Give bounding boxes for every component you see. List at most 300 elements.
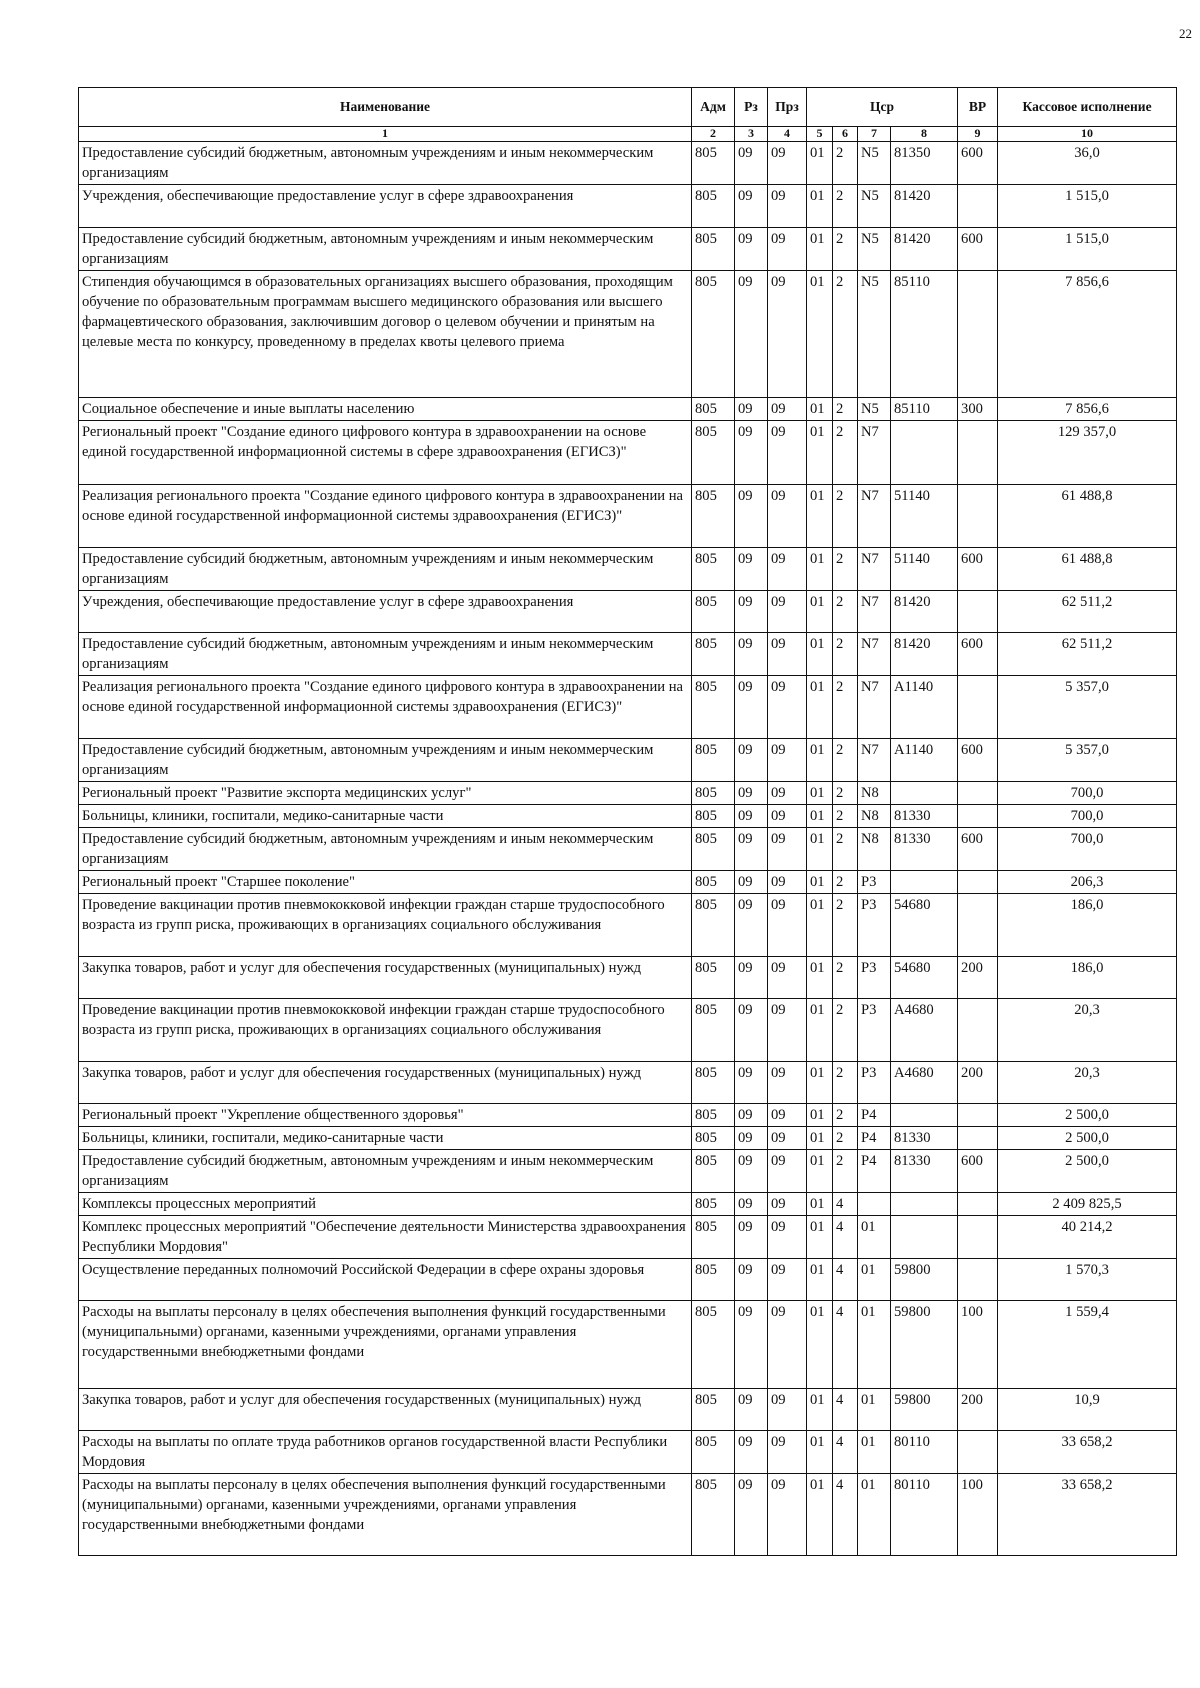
cell-name: Проведение вакцинации против пневмококковой инфекции граждан старше трудоспособного возраста из групп риска, проживающих в организациях социального обслуживания [79,894,692,957]
cell-csr-2: 2 [833,591,858,633]
cell-prz: 09 [768,548,807,591]
cell-vr: 600 [958,828,998,871]
cell-vr [958,1216,998,1259]
cell-adm: 805 [692,271,735,398]
cell-adm: 805 [692,894,735,957]
cell-name: Реализация регионального проекта "Создание единого цифрового контура в здравоохранении на основе единой государственной информационной системы здравоохранения (ЕГИСЗ)" [79,676,692,739]
cell-csr-2: 2 [833,805,858,828]
cell-csr-4: 80110 [891,1431,958,1474]
column-number: 9 [958,127,998,142]
cell-rz: 09 [735,894,768,957]
cell-rz: 09 [735,548,768,591]
cell-csr-2: 4 [833,1431,858,1474]
table-row [79,485,1177,548]
cell-prz: 09 [768,999,807,1062]
cell-amount: 33 658,2 [998,1431,1177,1474]
table-row [79,1127,1177,1150]
cell-amount: 61 488,8 [998,485,1177,548]
cell-name: Предоставление субсидий бюджетным, автономным учреждениям и иным некоммерческим организациям [79,1150,692,1193]
table-body [79,142,1177,1556]
cell-amount: 1 570,3 [998,1259,1177,1301]
table-row [79,1431,1177,1474]
cell-vr [958,1193,998,1216]
cell-rz: 09 [735,1062,768,1104]
cell-amount: 2 409 825,5 [998,1193,1177,1216]
cell-csr-2: 2 [833,633,858,676]
cell-csr-4: 54680 [891,894,958,957]
cell-name: Закупка товаров, работ и услуг для обеспечения государственных (муниципальных) нужд [79,957,692,999]
cell-csr-3: N7 [858,739,891,782]
cell-amount: 61 488,8 [998,548,1177,591]
cell-csr-4: 85110 [891,271,958,398]
cell-rz: 09 [735,805,768,828]
cell-csr-1: 01 [807,271,833,398]
cell-csr-4: 81420 [891,185,958,228]
cell-csr-2: 2 [833,739,858,782]
cell-rz: 09 [735,739,768,782]
cell-csr-1: 01 [807,1431,833,1474]
cell-adm: 805 [692,142,735,185]
cell-adm: 805 [692,1216,735,1259]
cell-csr-4 [891,871,958,894]
cell-rz: 09 [735,1127,768,1150]
cell-prz: 09 [768,1216,807,1259]
cell-csr-3: N5 [858,271,891,398]
column-number: 10 [998,127,1177,142]
cell-adm: 805 [692,548,735,591]
cell-csr-1: 01 [807,142,833,185]
cell-csr-2: 4 [833,1474,858,1556]
table-row [79,1474,1177,1556]
cell-csr-1: 01 [807,1216,833,1259]
cell-amount: 33 658,2 [998,1474,1177,1556]
cell-csr-3: P3 [858,999,891,1062]
cell-csr-2: 2 [833,485,858,548]
cell-csr-1: 01 [807,871,833,894]
cell-prz: 09 [768,1150,807,1193]
cell-csr-3: 01 [858,1301,891,1389]
table-row [79,271,1177,398]
cell-csr-4: A1140 [891,739,958,782]
cell-csr-1: 01 [807,782,833,805]
cell-csr-4: 81350 [891,142,958,185]
cell-amount: 1 515,0 [998,228,1177,271]
cell-rz: 09 [735,271,768,398]
cell-adm: 805 [692,633,735,676]
cell-amount: 700,0 [998,805,1177,828]
cell-csr-4 [891,782,958,805]
cell-amount: 1 559,4 [998,1301,1177,1389]
cell-csr-3: N7 [858,485,891,548]
cell-rz: 09 [735,782,768,805]
cell-rz: 09 [735,1104,768,1127]
cell-adm: 805 [692,739,735,782]
cell-amount: 20,3 [998,999,1177,1062]
cell-csr-4: 80110 [891,1474,958,1556]
cell-csr-1: 01 [807,957,833,999]
cell-csr-4: 81420 [891,633,958,676]
table-row [79,185,1177,228]
cell-csr-2: 2 [833,782,858,805]
header-csr: Цср [807,88,958,127]
cell-vr: 600 [958,228,998,271]
cell-csr-4: A1140 [891,676,958,739]
cell-vr: 600 [958,633,998,676]
cell-rz: 09 [735,1301,768,1389]
cell-adm: 805 [692,1062,735,1104]
cell-csr-2: 2 [833,676,858,739]
cell-prz: 09 [768,1259,807,1301]
cell-vr [958,185,998,228]
cell-csr-4: 81330 [891,1150,958,1193]
cell-csr-1: 01 [807,398,833,421]
cell-vr [958,591,998,633]
cell-csr-3: 01 [858,1474,891,1556]
cell-csr-3: P4 [858,1127,891,1150]
cell-csr-2: 4 [833,1193,858,1216]
cell-csr-1: 01 [807,805,833,828]
table-row [79,548,1177,591]
cell-rz: 09 [735,398,768,421]
cell-name: Предоставление субсидий бюджетным, автономным учреждениям и иным некоммерческим организациям [79,548,692,591]
cell-rz: 09 [735,828,768,871]
cell-adm: 805 [692,591,735,633]
cell-csr-2: 2 [833,957,858,999]
cell-csr-2: 2 [833,1150,858,1193]
table-row [79,1193,1177,1216]
cell-vr [958,421,998,485]
cell-prz: 09 [768,782,807,805]
cell-name: Региональный проект "Старшее поколение" [79,871,692,894]
cell-rz: 09 [735,421,768,485]
cell-rz: 09 [735,485,768,548]
cell-prz: 09 [768,398,807,421]
cell-csr-3: P3 [858,871,891,894]
cell-amount: 10,9 [998,1389,1177,1431]
column-number: 8 [891,127,958,142]
cell-amount: 62 511,2 [998,633,1177,676]
cell-vr [958,485,998,548]
cell-vr [958,782,998,805]
cell-rz: 09 [735,999,768,1062]
table-row [79,676,1177,739]
cell-csr-4: 59800 [891,1259,958,1301]
cell-adm: 805 [692,421,735,485]
cell-amount: 186,0 [998,957,1177,999]
cell-csr-4: 81330 [891,1127,958,1150]
cell-prz: 09 [768,894,807,957]
table-row [79,398,1177,421]
cell-adm: 805 [692,957,735,999]
cell-csr-3: 01 [858,1216,891,1259]
cell-vr [958,676,998,739]
cell-csr-1: 01 [807,1127,833,1150]
cell-csr-3: N5 [858,185,891,228]
cell-csr-3: P4 [858,1104,891,1127]
column-number: 3 [735,127,768,142]
cell-csr-3: P3 [858,894,891,957]
cell-csr-4 [891,1216,958,1259]
cell-csr-3: N7 [858,548,891,591]
cell-name: Социальное обеспечение и иные выплаты населению [79,398,692,421]
cell-name: Расходы на выплаты персоналу в целях обеспечения выполнения функций государственными (муниципальными) органами, казенными учреждениями, органами управления государственными внебюджетными фондами [79,1301,692,1389]
cell-csr-1: 01 [807,548,833,591]
cell-prz: 09 [768,185,807,228]
cell-amount: 20,3 [998,1062,1177,1104]
cell-csr-3: N7 [858,421,891,485]
cell-csr-2: 2 [833,1127,858,1150]
cell-csr-4: 59800 [891,1301,958,1389]
cell-rz: 09 [735,1150,768,1193]
cell-csr-3: 01 [858,1259,891,1301]
cell-adm: 805 [692,676,735,739]
cell-csr-1: 01 [807,1193,833,1216]
cell-vr: 200 [958,1062,998,1104]
cell-amount: 129 357,0 [998,421,1177,485]
cell-vr [958,1104,998,1127]
table-row [79,633,1177,676]
cell-vr [958,805,998,828]
cell-csr-4: 59800 [891,1389,958,1431]
cell-csr-2: 2 [833,228,858,271]
cell-adm: 805 [692,1259,735,1301]
cell-csr-3: N7 [858,633,891,676]
cell-csr-4: A4680 [891,999,958,1062]
cell-vr: 600 [958,548,998,591]
cell-prz: 09 [768,805,807,828]
cell-name: Региональный проект "Укрепление общественного здоровья" [79,1104,692,1127]
cell-adm: 805 [692,228,735,271]
table-row [79,1062,1177,1104]
cell-adm: 805 [692,1150,735,1193]
cell-prz: 09 [768,871,807,894]
cell-csr-1: 01 [807,894,833,957]
table-row [79,591,1177,633]
cell-csr-1: 01 [807,676,833,739]
cell-name: Учреждения, обеспечивающие предоставление услуг в сфере здравоохранения [79,185,692,228]
cell-amount: 2 500,0 [998,1104,1177,1127]
column-number: 1 [79,127,692,142]
cell-csr-4: 81420 [891,228,958,271]
cell-csr-3: N5 [858,398,891,421]
cell-csr-1: 01 [807,739,833,782]
header-name: Наименование [79,88,692,127]
cell-csr-4: 51140 [891,548,958,591]
cell-prz: 09 [768,1104,807,1127]
cell-vr [958,871,998,894]
cell-csr-4: 85110 [891,398,958,421]
table-row [79,894,1177,957]
cell-csr-2: 2 [833,894,858,957]
cell-prz: 09 [768,739,807,782]
cell-adm: 805 [692,828,735,871]
cell-rz: 09 [735,676,768,739]
cell-csr-4 [891,421,958,485]
cell-name: Предоставление субсидий бюджетным, автономным учреждениям и иным некоммерческим организациям [79,739,692,782]
cell-csr-1: 01 [807,485,833,548]
cell-prz: 09 [768,957,807,999]
cell-name: Стипендия обучающимся в образовательных организациях высшего образования, проходящим обучение по образовательным программам высшего медицинского образования или высшего фармацевтического образования, заключившим договор о целевом обучении и принятым на целевые места по конкурсу, проведенному в пределах квоты целевого приема [79,271,692,398]
cell-csr-3: N8 [858,782,891,805]
cell-csr-4: 51140 [891,485,958,548]
cell-vr [958,271,998,398]
cell-name: Региональный проект "Развитие экспорта медицинских услуг" [79,782,692,805]
cell-name: Предоставление субсидий бюджетным, автономным учреждениям и иным некоммерческим организациям [79,142,692,185]
cell-amount: 62 511,2 [998,591,1177,633]
cell-csr-2: 2 [833,271,858,398]
cell-name: Предоставление субсидий бюджетным, автономным учреждениям и иным некоммерческим организациям [79,828,692,871]
cell-rz: 09 [735,1474,768,1556]
cell-rz: 09 [735,957,768,999]
cell-prz: 09 [768,1193,807,1216]
cell-csr-2: 4 [833,1301,858,1389]
cell-csr-2: 2 [833,142,858,185]
cell-vr: 200 [958,957,998,999]
cell-csr-3: N7 [858,591,891,633]
cell-csr-3 [858,1193,891,1216]
column-number: 6 [833,127,858,142]
cell-rz: 09 [735,142,768,185]
cell-adm: 805 [692,999,735,1062]
cell-name: Расходы на выплаты персоналу в целях обеспечения выполнения функций государственными (муниципальными) органами, казенными учреждениями, органами управления государственными внебюджетными фондами [79,1474,692,1556]
cell-csr-1: 01 [807,1474,833,1556]
cell-adm: 805 [692,1389,735,1431]
cell-prz: 09 [768,1431,807,1474]
table-row [79,805,1177,828]
cell-vr [958,1259,998,1301]
cell-amount: 700,0 [998,828,1177,871]
cell-csr-1: 01 [807,1104,833,1127]
header-row [79,88,1177,127]
cell-vr [958,999,998,1062]
cell-csr-2: 2 [833,421,858,485]
cell-rz: 09 [735,633,768,676]
cell-name: Комплексы процессных мероприятий [79,1193,692,1216]
cell-rz: 09 [735,1431,768,1474]
cell-name: Предоставление субсидий бюджетным, автономным учреждениям и иным некоммерческим организациям [79,228,692,271]
cell-amount: 7 856,6 [998,398,1177,421]
cell-csr-3: P3 [858,957,891,999]
cell-prz: 09 [768,1301,807,1389]
cell-csr-3: N7 [858,676,891,739]
cell-csr-3: 01 [858,1431,891,1474]
cell-amount: 186,0 [998,894,1177,957]
cell-prz: 09 [768,142,807,185]
cell-adm: 805 [692,871,735,894]
cell-rz: 09 [735,1193,768,1216]
cell-adm: 805 [692,485,735,548]
cell-csr-2: 2 [833,1062,858,1104]
cell-adm: 805 [692,1301,735,1389]
cell-name: Реализация регионального проекта "Создание единого цифрового контура в здравоохранении на основе единой государственной информационной системы здравоохранения (ЕГИСЗ)" [79,485,692,548]
cell-adm: 805 [692,1104,735,1127]
cell-csr-4: 81330 [891,805,958,828]
cell-csr-2: 2 [833,185,858,228]
cell-csr-1: 01 [807,1062,833,1104]
cell-csr-1: 01 [807,999,833,1062]
cell-prz: 09 [768,591,807,633]
cell-vr: 200 [958,1389,998,1431]
cell-amount: 7 856,6 [998,271,1177,398]
cell-name: Предоставление субсидий бюджетным, автономным учреждениям и иным некоммерческим организациям [79,633,692,676]
cell-vr: 600 [958,142,998,185]
table-row [79,957,1177,999]
cell-name: Осуществление переданных полномочий Российской Федерации в сфере охраны здоровья [79,1259,692,1301]
cell-prz: 09 [768,1062,807,1104]
cell-rz: 09 [735,185,768,228]
cell-adm: 805 [692,398,735,421]
table-row [79,739,1177,782]
cell-name: Закупка товаров, работ и услуг для обеспечения государственных (муниципальных) нужд [79,1389,692,1431]
cell-vr [958,1127,998,1150]
cell-amount: 206,3 [998,871,1177,894]
cell-name: Больницы, клиники, госпитали, медико-санитарные части [79,805,692,828]
cell-csr-4: 81420 [891,591,958,633]
page-number: 22 [1179,26,1192,41]
table-row [79,1389,1177,1431]
cell-amount: 700,0 [998,782,1177,805]
cell-name: Расходы на выплаты по оплате труда работников органов государственной власти Республики Мордовия [79,1431,692,1474]
cell-rz: 09 [735,1389,768,1431]
cell-prz: 09 [768,485,807,548]
cell-prz: 09 [768,633,807,676]
budget-table [78,87,1177,1556]
table-row [79,782,1177,805]
cell-csr-2: 4 [833,1216,858,1259]
cell-adm: 805 [692,782,735,805]
cell-csr-2: 2 [833,828,858,871]
cell-adm: 805 [692,1431,735,1474]
table-row [79,871,1177,894]
cell-csr-3: 01 [858,1389,891,1431]
cell-rz: 09 [735,591,768,633]
cell-prz: 09 [768,1127,807,1150]
table-row [79,1150,1177,1193]
cell-prz: 09 [768,271,807,398]
cell-csr-1: 01 [807,185,833,228]
cell-rz: 09 [735,228,768,271]
cell-prz: 09 [768,676,807,739]
cell-prz: 09 [768,828,807,871]
column-number: 7 [858,127,891,142]
cell-prz: 09 [768,1389,807,1431]
cell-csr-2: 4 [833,1389,858,1431]
cell-csr-4: 81330 [891,828,958,871]
cell-vr: 100 [958,1301,998,1389]
cell-amount: 5 357,0 [998,739,1177,782]
cell-csr-1: 01 [807,1259,833,1301]
cell-prz: 09 [768,1474,807,1556]
cell-amount: 40 214,2 [998,1216,1177,1259]
cell-csr-2: 2 [833,999,858,1062]
table-row [79,142,1177,185]
cell-adm: 805 [692,1193,735,1216]
cell-csr-1: 01 [807,828,833,871]
cell-csr-1: 01 [807,1389,833,1431]
cell-csr-1: 01 [807,633,833,676]
cell-vr: 100 [958,1474,998,1556]
table-row [79,828,1177,871]
cell-csr-3: N8 [858,805,891,828]
table-row [79,228,1177,271]
cell-amount: 5 357,0 [998,676,1177,739]
cell-vr [958,894,998,957]
cell-csr-3: N5 [858,142,891,185]
cell-adm: 805 [692,1474,735,1556]
cell-csr-3: P4 [858,1150,891,1193]
table-row [79,999,1177,1062]
column-number: 4 [768,127,807,142]
